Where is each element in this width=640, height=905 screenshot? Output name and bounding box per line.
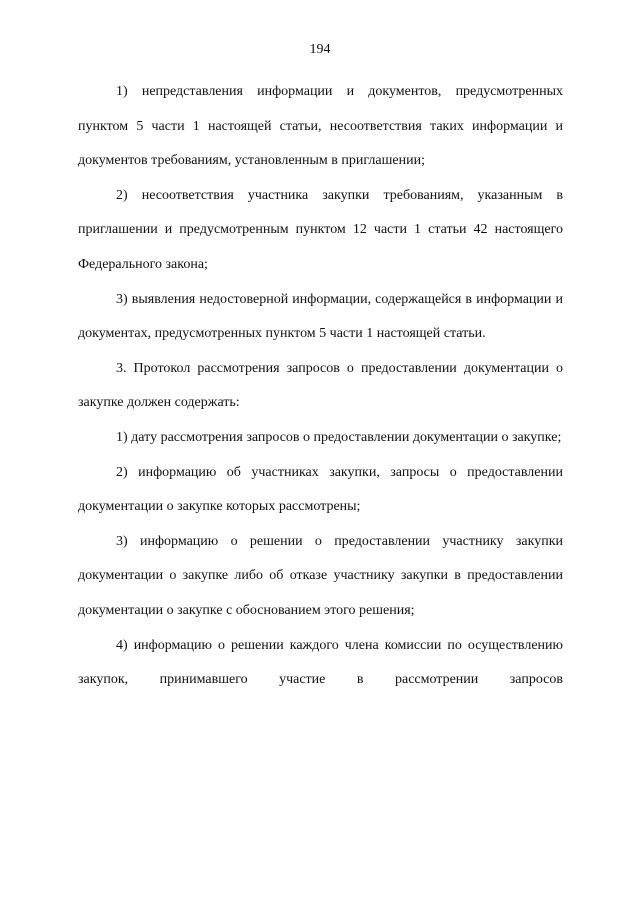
paragraph-6: 2) информацию об участниках закупки, запросы о предоставлении документации о закупке которых рассмотрены;: [78, 464, 563, 515]
paragraph-3: 3) выявления недостоверной информации, содержащейся в информации и документах, предусмотренных пунктом 5 части 1 настоящей статьи.: [78, 291, 563, 342]
paragraph-1: 1) непредставления информации и документов, предусмотренных пунктом 5 части 1 настоящей статьи, несоответствия таких информации и документов требованиям, установленным в приглашении;: [78, 84, 563, 169]
paragraph-7: 3) информацию о решении о предоставлении участнику закупки документации о закупке либо об отказе участнику закупки в предоставлении документации о закупке с обоснованием этого решения;: [78, 533, 563, 618]
paragraph-2: 2) несоответствия участника закупки требованиям, указанным в приглашении и предусмотренным пунктом 12 части 1 статьи 42 настоящего Федерального закона;: [78, 187, 563, 272]
paragraph-8: 4) информацию о решении каждого члена комиссии по осуществлению закупок, принимавшего участие в рассмотрении запросов: [78, 637, 563, 688]
paragraph-5: 1) дату рассмотрения запросов о предоставлении документации о закупке;: [116, 429, 562, 445]
paragraph-4: 3. Протокол рассмотрения запросов о предоставлении документации о закупке должен содержать:: [78, 360, 563, 411]
page-number: 194: [309, 42, 331, 57]
document-body: [78, 75, 563, 698]
